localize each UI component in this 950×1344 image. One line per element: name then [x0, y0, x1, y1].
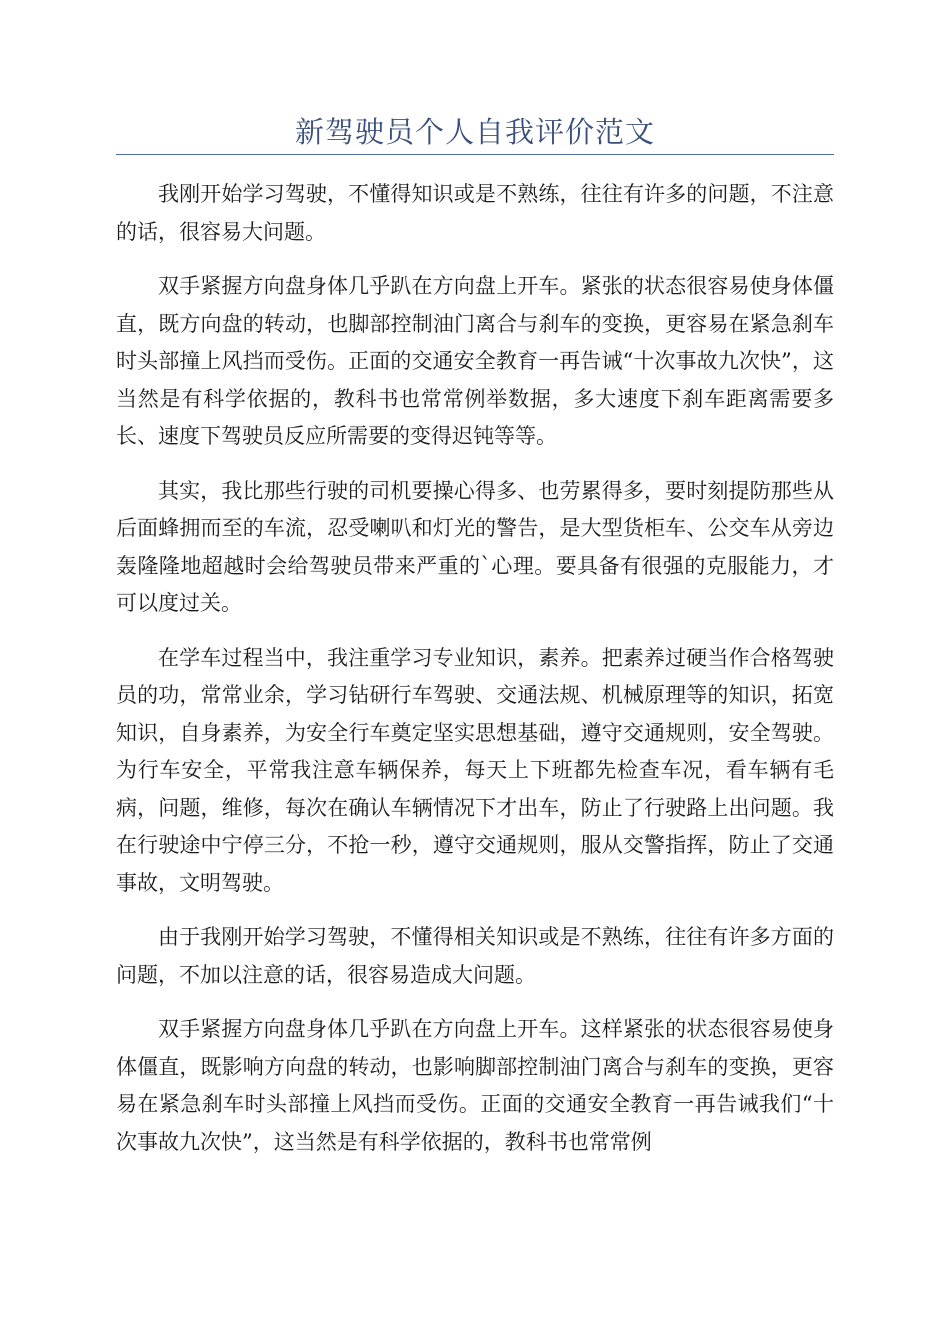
- paragraph-3: 其实，我比那些行驶的司机要操心得多、也劳累得多，要时刻提防那些从后面蜂拥而至的车流，忍受喇叭和灯光的警告，是大型货柜车、公交车从旁边轰隆隆地超越时会给驾驶员带来严重的`心理。要具备有很强的克服能力，才可以度过关。: [116, 478, 834, 615]
- paragraph-1: 我刚开始学习驾驶，不懂得知识或是不熟练，往往有许多的问题，不注意的话，很容易大问题。: [116, 182, 834, 244]
- title-underline: [116, 154, 834, 155]
- paragraph-6: 双手紧握方向盘身体几乎趴在方向盘上开车。这样紧张的状态很容易使身体僵直，既影响方向盘的转动，也影响脚部控制油门离合与刹车的变换，更容易在紧急刹车时头部撞上风挡而受伤。正面的交通安全教育一再告诫我们“十次事故九次快”，这当然是有科学依据的，教科书也常常例: [116, 1017, 834, 1154]
- paragraph-4: 在学车过程当中，我注重学习专业知识，素养。把素养过硬当作合格驾驶员的功，常常业余，学习钻研行车驾驶、交通法规、机械原理等的知识，拓宽知识，自身素养，为安全行车奠定坚实思想基础，遵守交通规则，安全驾驶。为行车安全，平常我注意车辆保养，每天上下班都先检查车况，看车辆有毛病，问题，维修，每次在确认车辆情况下才出车，防止了行驶路上出问题。我在行驶途中宁停三分，不抢一秒，遵守交通规则，服从交警指挥，防止了交通事故，文明驾驶。: [116, 645, 834, 895]
- paragraph-5: 由于我刚开始学习驾驶，不懂得相关知识或是不熟练，往往有许多方面的问题，不加以注意的话，很容易造成大问题。: [116, 925, 834, 987]
- paragraph-2: 双手紧握方向盘身体几乎趴在方向盘上开车。紧张的状态很容易使身体僵直，既方向盘的转动，也脚部控制油门离合与刹车的变换，更容易在紧急刹车时头部撞上风挡而受伤。正面的交通安全教育一再告诫“十次事故九次快”，这当然是有科学依据的，教科书也常常例举数据，多大速度下刹车距离需要多长、速度下驾驶员反应所需要的变得迟钝等等。: [116, 274, 834, 448]
- document-body: [116, 176, 834, 1178]
- document-title: 新驾驶员个人自我评价范文: [294, 115, 655, 149]
